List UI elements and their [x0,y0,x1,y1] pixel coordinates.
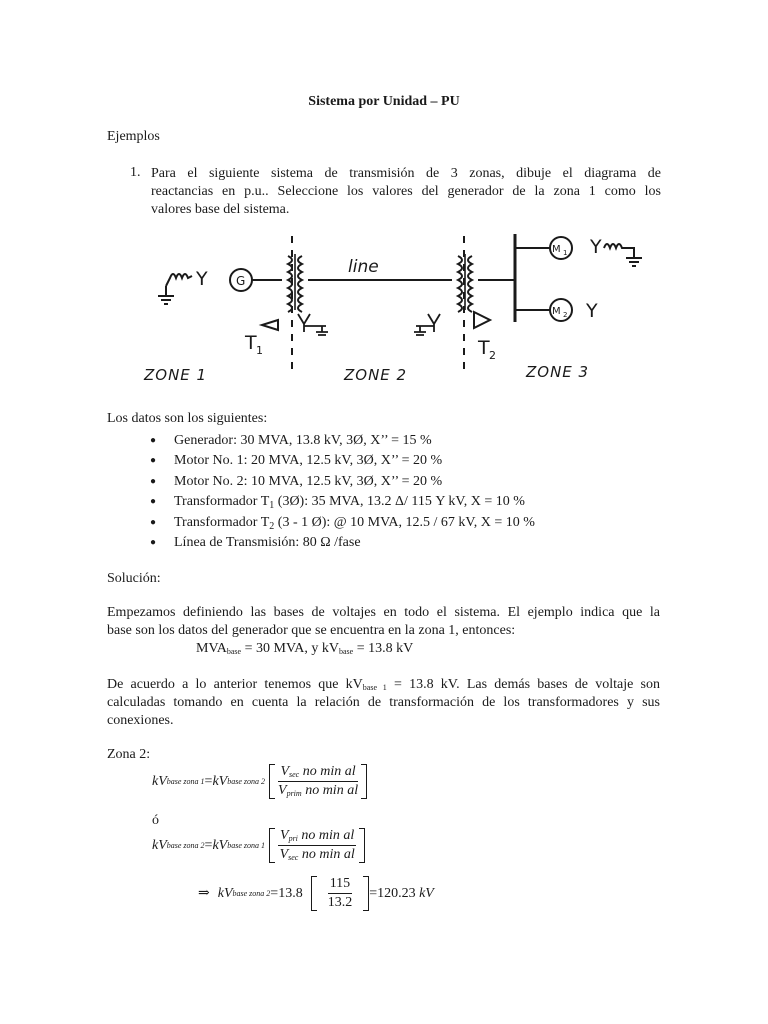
motor-2-label: M [552,306,561,317]
t2-label: T [478,337,490,359]
motor-1-label: M [552,244,561,255]
motor-1-grounding [604,244,642,266]
list-item: ● Transformador $T_1$ (3Ø): 35 MVA, 13.2 Δ/ 115 Y kV, X = 10 % [150,492,535,512]
generator-grounding [158,268,208,304]
list-item: ● Transformador $T_2$ (3 - 1 Ø): @ 10 MVA, 12.5 / 67 kV, X = 10 % [150,513,535,533]
list-item: ● Generador: 30 MVA, 13.8 kV, 3Ø, X’’ = 15 % [150,431,535,451]
line-label: line [348,257,379,277]
zone-2-heading: Zona 2: [107,747,151,762]
exercise-line: Para el siguiente sistema de transmisión de 3 zonas, dibuje el diagrama de [151,166,661,181]
list-number: 1. [130,165,141,180]
t1-label: T [245,332,257,354]
motor-2-subscript: 2 [563,311,568,319]
equation-zone-1: kV base zona 1 = kV base zona 2 $\frac{V_{sec} no \min al}{V_{prim} no \min al}$ [152,764,367,799]
motor-1-subscript: 1 [563,249,568,257]
paragraph-line: calculadas tomando en cuenta la relación de transformación de los transformadores y sus [107,695,660,710]
list-item: ● Línea de Transmisión: 80 Ω /fase [150,533,535,553]
page-title: Sistema por Unidad – PU [308,94,460,109]
data-intro: Los datos son los siguientes: [107,411,268,426]
exercise-line: reactancias en p.u.. Seleccione los valores del generador de la zona 1 como los [151,184,661,199]
y-connection-label: Y [586,300,598,322]
or-label: ó [152,813,159,828]
one-line-diagram [140,228,660,390]
zone-1-label: ZONE 1 [144,366,208,384]
t1-subscript: 1 [256,344,263,357]
equation-zone-2: kV base zona 2 = kV base zona 1 $\frac{V_{pri} no \min al}{V_{sec} no \min al}$ [152,828,365,863]
y-connection-label: Y [196,268,208,290]
zone-3-label: ZONE 3 [526,363,590,381]
section-heading-examples: Ejemplos [107,129,160,144]
generator-label: G [236,274,246,288]
paragraph-line: conexiones. [107,713,174,728]
t2-subscript: 2 [489,349,496,362]
zone-2-label: ZONE 2 [344,366,408,384]
solution-label: Solución: [107,571,161,586]
paragraph-line: base son los datos del generador que se encuentra en la zona 1, entonces: [107,623,516,638]
base-values-line: $MVA_{base} = 30$ MVA, y $kV_{base} = 13.8$ kV [196,641,414,656]
equation-result: ⇒ kV base zona 2 = 13.8 $\frac{115}{13.2}$ = 120.23 kV [198,876,434,910]
data-list [150,431,535,553]
exercise-line: valores base del sistema. [151,202,290,217]
list-item: ● Motor No. 2: 10 MVA, 12.5 kV, 3Ø, X’’ = 20 % [150,472,535,492]
y-connection-label: Y [590,236,602,258]
transformer-t2 [414,254,496,362]
exercise-statement [151,165,661,219]
list-item: ● Motor No. 1: 20 MVA, 12.5 kV, 3Ø, X’’ = 20 % [150,451,535,471]
transformer-t1 [244,254,328,357]
paragraph-line: Empezamos definiendo las bases de voltajes en todo el sistema. El ejemplo indica que la [107,605,660,620]
paragraph-line: De acuerdo a lo anterior tenemos que $kV_{base 1} = 13.8$ kV. Las demás bases de voltaje son [107,677,660,692]
